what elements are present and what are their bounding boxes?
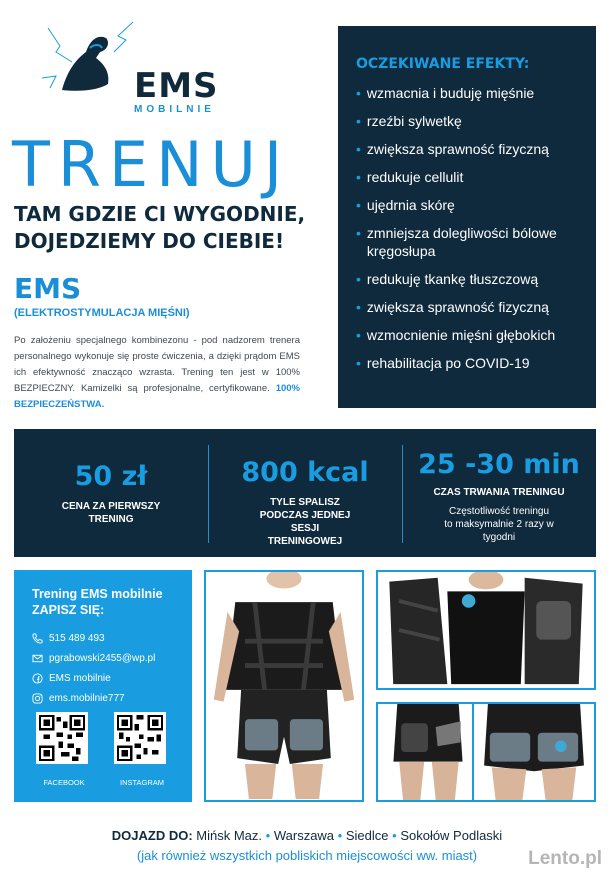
contact-card — [14, 570, 192, 802]
logo-subtitle: MOBILNIE — [134, 104, 215, 115]
list-item: • zwiększa sprawność fizyczną — [356, 299, 549, 315]
instagram-icon — [32, 693, 43, 704]
flexed-arm-icon — [38, 18, 138, 108]
bullet-icon: • — [356, 197, 361, 213]
about-subtitle: (ELEKTROSTYMULACJA MIĘŚNI) — [14, 307, 190, 319]
list-item: • wzmacnia i buduję mięśnie — [356, 85, 535, 101]
list-item: • rehabilitacja po COVID-19 — [356, 355, 530, 371]
bullet-icon: • — [356, 327, 361, 343]
bullet-icon: • — [356, 113, 361, 129]
stat-note: Częstotliwość treningu to maksymalnie 2 razy w tygodni — [444, 506, 554, 543]
footer-note: (jak również wszystkich pobliskich miejscowości ww. miast) — [136, 848, 478, 863]
about-highlight: 100% BEZPIECZEŃSTWA. — [14, 383, 300, 410]
effects-title: OCZEKIWANE EFEKTY: — [356, 56, 530, 72]
about-title: EMS — [14, 272, 82, 305]
place: Mińsk Maz. — [196, 828, 263, 843]
subheadline-line-1: TAM GDZIE CI WYGODNIE, — [14, 202, 306, 226]
list-item: • ujędrnia skórę — [356, 197, 455, 213]
footer-destinations — [0, 828, 614, 843]
separator: • — [392, 828, 397, 843]
photo-ems-shorts-front — [472, 702, 596, 802]
bullet-icon: • — [356, 141, 361, 157]
qr-code-icon — [36, 712, 88, 764]
ems-shorts-icon — [474, 704, 594, 800]
place: Sokołów Podlaski — [400, 828, 503, 843]
contact-email[interactable] — [32, 652, 192, 664]
bullet-icon: • — [356, 355, 361, 371]
bullet-icon: • — [356, 271, 361, 287]
footer-lead: DOJAZD DO: — [111, 828, 193, 843]
stat-label: CZAS TRWANIA TRENINGU — [433, 487, 565, 498]
mail-icon — [32, 653, 43, 664]
list-item: • zmniejsza dolegliwości bólowe kręgosłupa — [356, 225, 557, 259]
contact-instagram[interactable] — [32, 692, 192, 704]
stat-value: 25 -30 min — [418, 449, 580, 480]
bullet-icon: • — [356, 299, 361, 315]
photo-ems-suit-front — [204, 570, 364, 802]
qr-code-icon — [114, 712, 166, 764]
photo-ems-vest-open — [376, 570, 596, 690]
phone-number: 515 489 493 — [49, 632, 105, 644]
facebook-icon — [32, 673, 43, 684]
contact-title: Trening EMS mobilnie ZAPISZ SIĘ: — [32, 587, 163, 617]
stat-value: 800 kcal — [241, 457, 369, 488]
stat-value: 50 zł — [74, 461, 148, 492]
instagram-handle: ems.mobilnie777 — [49, 692, 125, 704]
stat-label: TYLE SPALISZ PODCZAS JEDNEJ SESJI TRENINGOWEJ — [259, 497, 351, 547]
separator: • — [337, 828, 343, 843]
place: Warszawa — [273, 828, 335, 843]
about-description — [14, 333, 300, 413]
ems-suit-figure-icon — [206, 572, 362, 800]
list-item: • redukuję tkankę tłuszczową — [356, 271, 539, 287]
separator: • — [265, 828, 271, 843]
list-item: • rzeźbi sylwetkę — [356, 113, 462, 129]
place: Siedlce — [345, 828, 389, 843]
qr-facebook[interactable] — [36, 712, 92, 787]
facebook-handle: EMS mobilnie — [49, 672, 111, 684]
watermark-logo: Lento.pl — [528, 848, 602, 869]
list-item: • redukuje cellulit — [356, 169, 464, 185]
ems-vest-icon — [378, 572, 594, 688]
contact-facebook[interactable] — [32, 672, 192, 684]
list-item: • zwiększa sprawność fizyczną — [356, 141, 549, 157]
subheadline-line-2: DOJEDZIEMY DO CIEBIE! — [14, 229, 285, 253]
photo-ems-shorts-side — [376, 702, 480, 802]
bullet-icon: • — [356, 225, 361, 241]
logo-name: EMS — [134, 66, 219, 106]
about-text: Po założeniu specjalnego kombinezonu - pod nadzorem trenera personalnego wykonuje się proste ćwiczenia, a dzięki prądom EMS ich efektywność znacząco wzrasta. Trening ten jest w 100% BEZPIECZNY. Kamizelki są profesjonalne, certyfikowane. — [14, 335, 300, 394]
list-item: • wzmocnienie mięśni głębokich — [356, 327, 556, 343]
stat-label: CENA ZA PIERWSZY TRENING — [61, 501, 161, 525]
ems-shorts-icon — [378, 704, 478, 800]
ems-logo — [38, 18, 238, 118]
bullet-icon: • — [356, 169, 361, 185]
phone-icon — [32, 633, 43, 644]
email-address: pgrabowski2455@wp.pl — [49, 652, 156, 664]
contact-phone[interactable] — [32, 632, 192, 644]
effects-panel — [338, 26, 596, 408]
qr-instagram[interactable] — [114, 712, 170, 787]
effects-list — [356, 84, 580, 372]
stat-price — [14, 429, 208, 557]
qr-label: FACEBOOK — [43, 778, 85, 787]
qr-label: INSTAGRAM — [119, 778, 165, 787]
stats-band — [14, 429, 596, 557]
bullet-icon: • — [356, 85, 361, 101]
headline: TRENUJ — [12, 128, 291, 201]
stat-calories — [208, 429, 402, 557]
stat-duration — [402, 429, 596, 557]
